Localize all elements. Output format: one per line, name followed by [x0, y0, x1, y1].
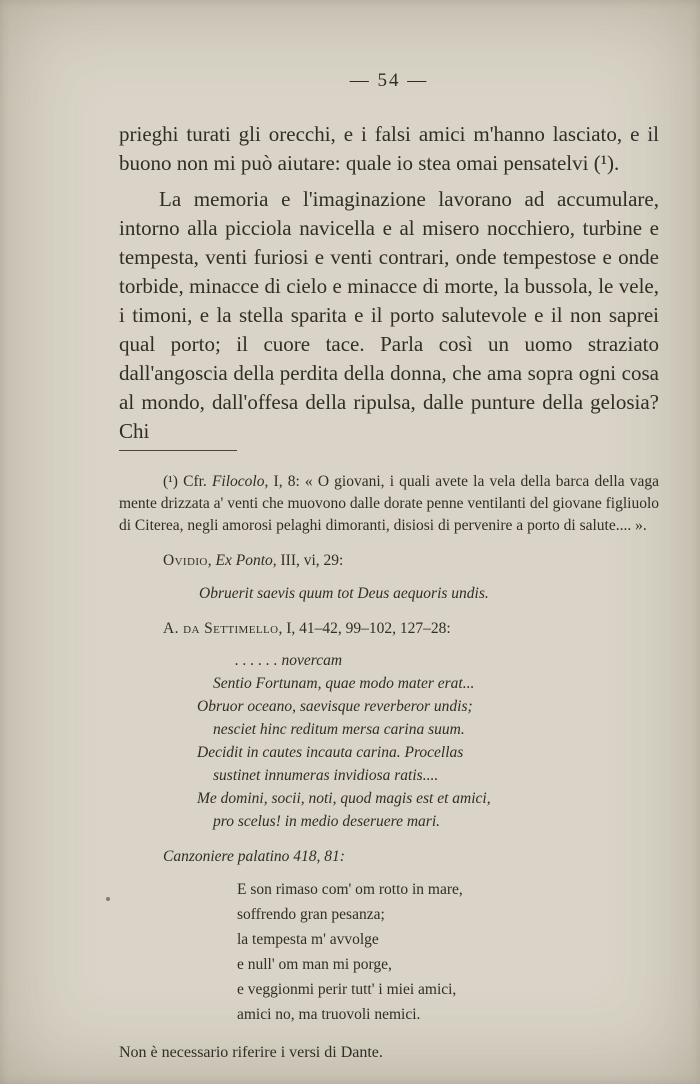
verse-line: . . . . . . novercam: [235, 652, 343, 669]
verse-line: nesciet hinc reditum mersa carina suum.: [213, 721, 465, 738]
quote-ovidio: Obruerit saevis quum tot Deus aequoris undis.: [199, 585, 489, 602]
verse-line: e veggionmi perir tutt' i miei amici,: [237, 981, 457, 998]
footnote-1-prefix: (¹) Cfr.: [163, 473, 212, 490]
citation-settimello: [163, 618, 659, 640]
verse-settimello: [197, 649, 659, 833]
verse-canzoniere: [237, 877, 659, 1027]
closing-note: Non è necessario riferire i versi di Dante.: [119, 1044, 383, 1061]
verse-line: la tempesta m' avvolge: [237, 931, 379, 948]
footnote-1-text: , I, 8: « O giovani, i quali avete la vela della barca della vaga mente drizzata a' venti che muovono dalle dorate penne ventilanti del giovane figliuolo di Citerea, negli amorosi pelaghi dimoranti, disiosi di pervenire a porto di salute.... ».: [119, 473, 659, 534]
verse-line: e null' om man mi porge,: [237, 956, 392, 973]
citation-settimello-ref: , I, 41–42, 99–102, 127–28:: [278, 620, 451, 637]
verse-line: sustinet innumeras invidiosa ratis....: [213, 767, 439, 784]
verse-line: soffrendo gran pesanza;: [237, 906, 385, 923]
scan-speck: [106, 897, 110, 901]
verse-line: Decidit in cautes incauta carina. Procellas: [197, 744, 464, 761]
paragraph: La memoria e l'imaginazione lavorano ad accumulare, intorno alla picciola navicella e al misero nocchiero, turbine e tempesta, venti furiosi e venti contrari, onde tempestose e onde torbide, minacce di cielo e minacce di morte, la bussola, le vele, i timoni, e la stella sparita e il porto salutevole e il non saprei qual porto; il cuore tace. Parla così un uomo straziato dall'angoscia della perdita della donna, che ama sopra ogni cosa al mondo, dall'offesa della ripulsa, dalle punture della gelosia? Chi: [119, 187, 659, 443]
verse-line: Sentio Fortunam, quae modo mater erat...: [213, 675, 475, 692]
verse-line: Obruor oceano, saevisque reverberor undis;: [197, 698, 473, 715]
verse-line: Me domini, socii, noti, quod magis est et amici,: [197, 790, 491, 807]
verse-line: pro scelus! in medio deseruere mari.: [213, 813, 441, 830]
citation-canzoniere: Canzoniere palatino 418, 81:: [163, 848, 345, 865]
paragraph: prieghi turati gli orecchi, e i falsi amici m'hanno lasciato, e il buono non mi può aiutare: quale io stea omai pensatelvi (¹).: [119, 122, 659, 175]
main-text-block: [119, 70, 659, 446]
footnote-rule: [119, 450, 237, 451]
citation-ovidio-work: Ex Ponto: [215, 552, 273, 569]
verse-line: E son rimaso com' om rotto in mare,: [237, 881, 463, 898]
footnote-section: [119, 450, 659, 1064]
citation-ovidio-sep: ,: [207, 552, 216, 569]
footnote-1: [119, 471, 659, 537]
footnote-1-work-title: Filocolo: [211, 473, 265, 490]
citation-settimello-author: A. da Settimello: [163, 620, 279, 637]
citation-ovidio-author: Ovidio: [163, 552, 208, 569]
page-number: — 54 —: [349, 70, 429, 91]
citation-ovidio-ref: , III, vi, 29:: [272, 552, 344, 569]
verse-line: amici no, ma truovoli nemici.: [237, 1006, 421, 1023]
citation-ovidio: [163, 550, 659, 572]
